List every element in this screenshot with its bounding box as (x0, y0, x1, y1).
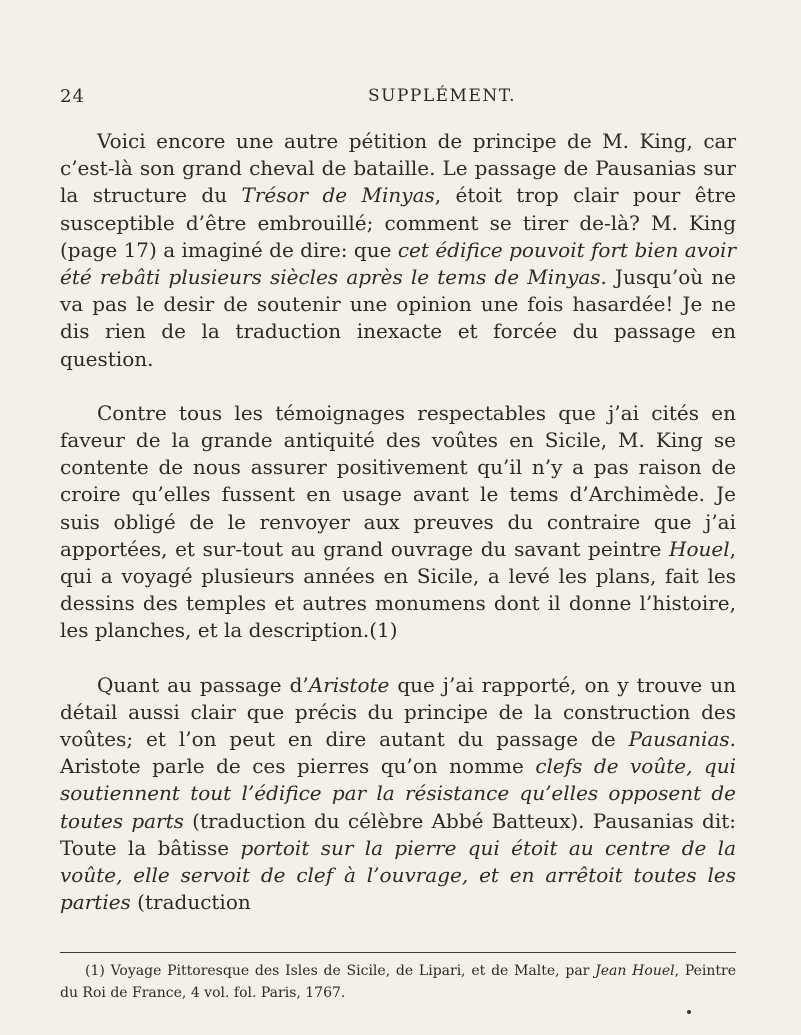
text-run: (traduction (130, 890, 251, 915)
footnote-divider (60, 952, 736, 953)
text-run: (traduction du célèbre Abbé Batteux). Pausanias dit: Toute la bâtisse (60, 808, 736, 860)
italic-run: Pausanias (628, 727, 730, 752)
paragraph-3 (60, 672, 736, 917)
text-run: Voici encore une autre pétition de principe de M. King, car c’est-là son grand cheval de bataille. Le passage de Pausanias sur la structure du (60, 129, 736, 208)
text-run: que j’ai rapporté, on y trouve un détail aussi clair que précis du principe de la construction des voûtes; et l’on peut en dire autant du passage de (60, 672, 736, 752)
text-run: . Aristote parle de ces pierres qu’on nomme (60, 727, 736, 779)
text-run: , qui a voyagé plusieurs années en Sicile, a levé les plans, fait les dessins des temples et autres monumens dont il donne l’histoire, les planches, et la description.(1) (60, 536, 736, 643)
page-number: 24 (60, 86, 85, 107)
text-run: Quant au passage d’ (97, 672, 309, 697)
italic-run: Aristote (308, 672, 390, 697)
ink-mark (687, 1010, 691, 1014)
footnote (60, 960, 736, 1004)
italic-run: Trésor de Minyas (241, 183, 435, 208)
footnote-text-run: , Peintre du Roi de France, 4 vol. fol. Paris, 1767. (60, 963, 737, 1001)
body-text (60, 128, 736, 916)
running-title: SUPPLÉMENT. (368, 86, 516, 106)
text-run: Contre tous les témoignages respectables que j’ai cités en faveur de la grande antiquité des voûtes en Sicile, M. King se contente de nous assurer positivement qu’il n’y a pas raison de croire qu’elles fussent en usage avant le tems d’Archimède. Je suis obligé de le renvoyer aux preuves du contraire que j’ai apportées, et sur-tout au grand ouvrage du savant peintre (60, 400, 736, 561)
italic-run: Houel (669, 536, 730, 561)
text-run: , étoit trop clair pour être susceptible d’être embrouillé; comment se tirer de-là? M. King (page 17) a imaginé de dire: que (60, 183, 736, 262)
italic-run: cet édifice pouvoit fort bien avoir été rebâti plusieurs siècles après le tems de Minyas. (60, 237, 737, 290)
italic-run: portoit sur la pierre qui étoit au centre de la voûte, elle servoit de clef à l’ouvrage, et en arrêtoit toutes les parties (60, 835, 736, 915)
italic-run: clefs de voûte, qui soutiennent tout l’édifice par la résistance qu’elles opposent de toutes parts (60, 754, 737, 833)
paragraph-2 (60, 400, 736, 645)
footnote-text-run: (1) Voyage Pittoresque des Isles de Sicile, de Lipari, et de Malte, par (85, 963, 596, 979)
page-header (60, 86, 801, 116)
text-run: Jusqu’où ne va pas le desir de soutenir une opinion une fois hasardée! Je ne dis rien de la traduction inexacte et forcée du passage en question. (60, 265, 736, 371)
footnote-italic-run: Jean Houel (595, 963, 675, 979)
paragraph-1 (60, 128, 736, 373)
